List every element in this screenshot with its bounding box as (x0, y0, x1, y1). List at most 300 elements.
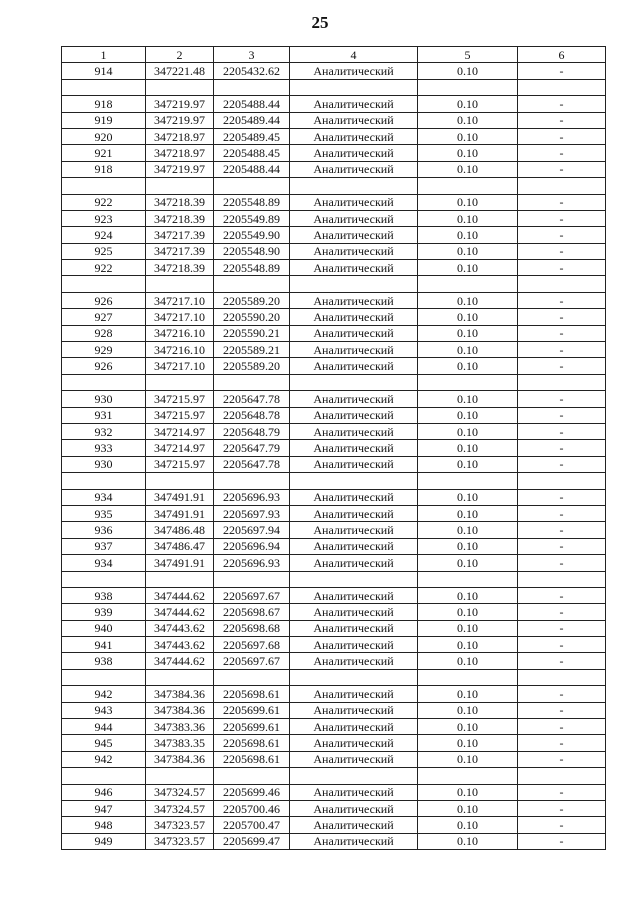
y-coordinate-cell: 2205549.89 (214, 210, 290, 226)
accuracy-cell: 0.10 (418, 637, 518, 653)
x-coordinate-cell: 347217.39 (146, 243, 214, 259)
x-coordinate-cell: 347215.97 (146, 407, 214, 423)
point-number-cell: 918 (62, 161, 146, 177)
y-coordinate-cell: 2205700.47 (214, 817, 290, 833)
table-row (62, 260, 606, 276)
y-coordinate-cell: 2205648.78 (214, 407, 290, 423)
accuracy-cell: 0.10 (418, 63, 518, 79)
x-coordinate-cell (146, 571, 214, 587)
note-cell: - (518, 161, 606, 177)
point-number-cell: 943 (62, 702, 146, 718)
y-coordinate-cell (214, 178, 290, 194)
table-row (62, 145, 606, 161)
table-row (62, 407, 606, 423)
separator-row (62, 473, 606, 489)
point-number-cell: 928 (62, 325, 146, 341)
note-cell: - (518, 620, 606, 636)
method-cell: Аналитический (290, 128, 418, 144)
point-number-cell (62, 374, 146, 390)
note-cell: - (518, 227, 606, 243)
note-cell: - (518, 833, 606, 849)
note-cell (518, 473, 606, 489)
accuracy-cell: 0.10 (418, 194, 518, 210)
method-cell: Аналитический (290, 243, 418, 259)
note-cell: - (518, 407, 606, 423)
accuracy-cell: 0.10 (418, 489, 518, 505)
table-row (62, 735, 606, 751)
method-cell: Аналитический (290, 260, 418, 276)
y-coordinate-cell: 2205549.90 (214, 227, 290, 243)
point-number-cell: 930 (62, 391, 146, 407)
point-number-cell: 922 (62, 194, 146, 210)
point-number-cell: 934 (62, 489, 146, 505)
y-coordinate-cell: 2205488.44 (214, 96, 290, 112)
accuracy-cell: 0.10 (418, 391, 518, 407)
point-number-cell: 929 (62, 342, 146, 358)
table-body (62, 63, 606, 850)
note-cell: - (518, 637, 606, 653)
note-cell: - (518, 719, 606, 735)
x-coordinate-cell: 347324.57 (146, 784, 214, 800)
accuracy-cell: 0.10 (418, 325, 518, 341)
table-row (62, 456, 606, 472)
method-cell: Аналитический (290, 292, 418, 308)
method-cell: Аналитический (290, 161, 418, 177)
note-cell: - (518, 686, 606, 702)
table-row (62, 653, 606, 669)
y-coordinate-cell (214, 571, 290, 587)
x-coordinate-cell: 347444.62 (146, 604, 214, 620)
x-coordinate-cell (146, 669, 214, 685)
point-number-cell: 939 (62, 604, 146, 620)
table-row (62, 686, 606, 702)
y-coordinate-cell: 2205696.93 (214, 555, 290, 571)
accuracy-cell: 0.10 (418, 210, 518, 226)
accuracy-cell: 0.10 (418, 735, 518, 751)
y-coordinate-cell: 2205647.78 (214, 391, 290, 407)
separator-row (62, 669, 606, 685)
x-coordinate-cell (146, 79, 214, 95)
accuracy-cell: 0.10 (418, 702, 518, 718)
table-row (62, 161, 606, 177)
method-cell: Аналитический (290, 505, 418, 521)
method-cell: Аналитический (290, 309, 418, 325)
x-coordinate-cell: 347216.10 (146, 342, 214, 358)
y-coordinate-cell: 2205698.61 (214, 735, 290, 751)
note-cell: - (518, 423, 606, 439)
x-coordinate-cell (146, 768, 214, 784)
table-row (62, 604, 606, 620)
y-coordinate-cell: 2205697.67 (214, 587, 290, 603)
table-row (62, 342, 606, 358)
x-coordinate-cell: 347218.97 (146, 145, 214, 161)
x-coordinate-cell: 347215.97 (146, 456, 214, 472)
point-number-cell: 945 (62, 735, 146, 751)
method-cell: Аналитический (290, 391, 418, 407)
table-row (62, 505, 606, 521)
point-number-cell (62, 276, 146, 292)
accuracy-cell: 0.10 (418, 833, 518, 849)
point-number-cell: 948 (62, 817, 146, 833)
point-number-cell: 932 (62, 423, 146, 439)
x-coordinate-cell: 347218.97 (146, 128, 214, 144)
note-cell: - (518, 817, 606, 833)
method-cell: Аналитический (290, 604, 418, 620)
method-cell: Аналитический (290, 702, 418, 718)
point-number-cell: 930 (62, 456, 146, 472)
x-coordinate-cell (146, 276, 214, 292)
table-row (62, 719, 606, 735)
x-coordinate-cell: 347216.10 (146, 325, 214, 341)
note-cell: - (518, 210, 606, 226)
x-coordinate-cell: 347491.91 (146, 505, 214, 521)
method-cell (290, 276, 418, 292)
accuracy-cell: 0.10 (418, 128, 518, 144)
accuracy-cell: 0.10 (418, 456, 518, 472)
point-number-cell (62, 768, 146, 784)
point-number-cell: 941 (62, 637, 146, 653)
table-row (62, 784, 606, 800)
point-number-cell: 935 (62, 505, 146, 521)
note-cell (518, 79, 606, 95)
method-cell (290, 79, 418, 95)
table-row (62, 522, 606, 538)
table-row (62, 751, 606, 767)
y-coordinate-cell: 2205489.45 (214, 128, 290, 144)
note-cell: - (518, 128, 606, 144)
note-cell: - (518, 800, 606, 816)
note-cell (518, 571, 606, 587)
point-number-cell: 937 (62, 538, 146, 554)
point-number-cell: 946 (62, 784, 146, 800)
method-cell: Аналитический (290, 63, 418, 79)
method-cell: Аналитический (290, 784, 418, 800)
accuracy-cell: 0.10 (418, 112, 518, 128)
x-coordinate-cell: 347491.91 (146, 489, 214, 505)
x-coordinate-cell (146, 473, 214, 489)
y-coordinate-cell: 2205698.61 (214, 686, 290, 702)
y-coordinate-cell: 2205697.94 (214, 522, 290, 538)
column-header-6: 6 (518, 47, 606, 63)
method-cell: Аналитический (290, 833, 418, 849)
x-coordinate-cell: 347444.62 (146, 587, 214, 603)
y-coordinate-cell: 2205488.44 (214, 161, 290, 177)
note-cell: - (518, 456, 606, 472)
note-cell: - (518, 538, 606, 554)
accuracy-cell: 0.10 (418, 522, 518, 538)
note-cell: - (518, 555, 606, 571)
accuracy-cell: 0.10 (418, 423, 518, 439)
note-cell: - (518, 63, 606, 79)
point-number-cell: 914 (62, 63, 146, 79)
accuracy-cell: 0.10 (418, 784, 518, 800)
y-coordinate-cell: 2205698.61 (214, 751, 290, 767)
point-number-cell (62, 178, 146, 194)
accuracy-cell: 0.10 (418, 800, 518, 816)
method-cell: Аналитический (290, 440, 418, 456)
point-number-cell: 919 (62, 112, 146, 128)
x-coordinate-cell: 347221.48 (146, 63, 214, 79)
y-coordinate-cell: 2205589.20 (214, 358, 290, 374)
x-coordinate-cell: 347217.39 (146, 227, 214, 243)
point-number-cell: 920 (62, 128, 146, 144)
method-cell: Аналитический (290, 489, 418, 505)
y-coordinate-cell: 2205647.79 (214, 440, 290, 456)
point-number-cell: 949 (62, 833, 146, 849)
y-coordinate-cell: 2205699.47 (214, 833, 290, 849)
x-coordinate-cell: 347384.36 (146, 751, 214, 767)
y-coordinate-cell (214, 374, 290, 390)
method-cell: Аналитический (290, 538, 418, 554)
accuracy-cell: 0.10 (418, 407, 518, 423)
y-coordinate-cell: 2205697.68 (214, 637, 290, 653)
accuracy-cell: 0.10 (418, 751, 518, 767)
method-cell: Аналитический (290, 145, 418, 161)
accuracy-cell: 0.10 (418, 161, 518, 177)
note-cell: - (518, 489, 606, 505)
accuracy-cell: 0.10 (418, 505, 518, 521)
y-coordinate-cell: 2205698.68 (214, 620, 290, 636)
note-cell: - (518, 112, 606, 128)
x-coordinate-cell: 347214.97 (146, 440, 214, 456)
accuracy-cell: 0.10 (418, 620, 518, 636)
note-cell: - (518, 96, 606, 112)
table-row (62, 194, 606, 210)
separator-row (62, 374, 606, 390)
y-coordinate-cell: 2205548.89 (214, 194, 290, 210)
point-number-cell: 931 (62, 407, 146, 423)
page-number: 25 (311, 13, 329, 32)
note-cell: - (518, 653, 606, 669)
x-coordinate-cell: 347491.91 (146, 555, 214, 571)
y-coordinate-cell: 2205699.46 (214, 784, 290, 800)
y-coordinate-cell (214, 768, 290, 784)
accuracy-cell: 0.10 (418, 260, 518, 276)
point-number-cell: 944 (62, 719, 146, 735)
accuracy-cell (418, 669, 518, 685)
x-coordinate-cell: 347217.10 (146, 292, 214, 308)
table-row (62, 440, 606, 456)
note-cell: - (518, 751, 606, 767)
method-cell: Аналитический (290, 637, 418, 653)
accuracy-cell (418, 276, 518, 292)
y-coordinate-cell: 2205590.21 (214, 325, 290, 341)
x-coordinate-cell: 347444.62 (146, 653, 214, 669)
table-row (62, 555, 606, 571)
x-coordinate-cell (146, 374, 214, 390)
x-coordinate-cell: 347217.10 (146, 309, 214, 325)
column-header-1: 1 (62, 47, 146, 63)
accuracy-cell: 0.10 (418, 145, 518, 161)
x-coordinate-cell: 347443.62 (146, 637, 214, 653)
method-cell: Аналитический (290, 719, 418, 735)
accuracy-cell (418, 473, 518, 489)
point-number-cell: 934 (62, 555, 146, 571)
accuracy-cell: 0.10 (418, 440, 518, 456)
table-row (62, 292, 606, 308)
y-coordinate-cell: 2205698.67 (214, 604, 290, 620)
point-number-cell: 926 (62, 358, 146, 374)
point-number-cell: 923 (62, 210, 146, 226)
table-row (62, 112, 606, 128)
table-row (62, 358, 606, 374)
method-cell: Аналитический (290, 587, 418, 603)
note-cell: - (518, 145, 606, 161)
method-cell: Аналитический (290, 227, 418, 243)
point-number-cell: 938 (62, 653, 146, 669)
x-coordinate-cell: 347214.97 (146, 423, 214, 439)
y-coordinate-cell (214, 276, 290, 292)
table-row (62, 423, 606, 439)
table-row (62, 325, 606, 341)
y-coordinate-cell: 2205647.78 (214, 456, 290, 472)
accuracy-cell: 0.10 (418, 342, 518, 358)
method-cell: Аналитический (290, 751, 418, 767)
table-row (62, 702, 606, 718)
table-row (62, 489, 606, 505)
note-cell: - (518, 702, 606, 718)
table-row (62, 637, 606, 653)
point-number-cell (62, 473, 146, 489)
y-coordinate-cell: 2205699.61 (214, 702, 290, 718)
x-coordinate-cell: 347217.10 (146, 358, 214, 374)
point-number-cell: 918 (62, 96, 146, 112)
method-cell: Аналитический (290, 210, 418, 226)
method-cell (290, 768, 418, 784)
accuracy-cell: 0.10 (418, 96, 518, 112)
y-coordinate-cell: 2205489.44 (214, 112, 290, 128)
accuracy-cell: 0.10 (418, 555, 518, 571)
method-cell: Аналитический (290, 555, 418, 571)
y-coordinate-cell: 2205432.62 (214, 63, 290, 79)
method-cell (290, 669, 418, 685)
note-cell (518, 178, 606, 194)
method-cell: Аналитический (290, 407, 418, 423)
column-header-3: 3 (214, 47, 290, 63)
table-row (62, 128, 606, 144)
table-row (62, 391, 606, 407)
method-cell (290, 473, 418, 489)
separator-row (62, 276, 606, 292)
x-coordinate-cell: 347323.57 (146, 833, 214, 849)
point-number-cell: 921 (62, 145, 146, 161)
accuracy-cell: 0.10 (418, 604, 518, 620)
accuracy-cell: 0.10 (418, 587, 518, 603)
note-cell: - (518, 260, 606, 276)
point-number-cell: 942 (62, 686, 146, 702)
method-cell: Аналитический (290, 620, 418, 636)
y-coordinate-cell: 2205589.20 (214, 292, 290, 308)
method-cell: Аналитический (290, 456, 418, 472)
accuracy-cell: 0.10 (418, 309, 518, 325)
point-number-cell (62, 571, 146, 587)
table-row (62, 210, 606, 226)
method-cell: Аналитический (290, 194, 418, 210)
column-header-4: 4 (290, 47, 418, 63)
accuracy-cell: 0.10 (418, 686, 518, 702)
x-coordinate-cell: 347215.97 (146, 391, 214, 407)
x-coordinate-cell: 347219.97 (146, 161, 214, 177)
accuracy-cell: 0.10 (418, 227, 518, 243)
method-cell: Аналитический (290, 735, 418, 751)
separator-row (62, 79, 606, 95)
accuracy-cell (418, 571, 518, 587)
point-number-cell: 936 (62, 522, 146, 538)
accuracy-cell: 0.10 (418, 653, 518, 669)
method-cell: Аналитический (290, 423, 418, 439)
accuracy-cell: 0.10 (418, 243, 518, 259)
table-row (62, 227, 606, 243)
table-row (62, 800, 606, 816)
x-coordinate-cell: 347383.36 (146, 719, 214, 735)
column-header-2: 2 (146, 47, 214, 63)
x-coordinate-cell: 347486.48 (146, 522, 214, 538)
point-number-cell: 947 (62, 800, 146, 816)
accuracy-cell: 0.10 (418, 292, 518, 308)
y-coordinate-cell: 2205488.45 (214, 145, 290, 161)
note-cell: - (518, 342, 606, 358)
x-coordinate-cell: 347443.62 (146, 620, 214, 636)
note-cell: - (518, 505, 606, 521)
note-cell (518, 374, 606, 390)
table-header-row (62, 47, 606, 63)
accuracy-cell (418, 178, 518, 194)
method-cell: Аналитический (290, 653, 418, 669)
method-cell: Аналитический (290, 686, 418, 702)
y-coordinate-cell: 2205548.90 (214, 243, 290, 259)
point-number-cell (62, 669, 146, 685)
point-number-cell: 933 (62, 440, 146, 456)
accuracy-cell: 0.10 (418, 358, 518, 374)
y-coordinate-cell: 2205699.61 (214, 719, 290, 735)
table-row (62, 620, 606, 636)
y-coordinate-cell: 2205697.93 (214, 505, 290, 521)
note-cell: - (518, 391, 606, 407)
note-cell: - (518, 292, 606, 308)
method-cell: Аналитический (290, 112, 418, 128)
table-row (62, 243, 606, 259)
method-cell (290, 178, 418, 194)
y-coordinate-cell (214, 669, 290, 685)
accuracy-cell: 0.10 (418, 538, 518, 554)
table-row (62, 63, 606, 79)
note-cell: - (518, 243, 606, 259)
y-coordinate-cell: 2205700.46 (214, 800, 290, 816)
note-cell: - (518, 587, 606, 603)
x-coordinate-cell: 347219.97 (146, 96, 214, 112)
note-cell: - (518, 358, 606, 374)
method-cell: Аналитический (290, 800, 418, 816)
separator-row (62, 768, 606, 784)
separator-row (62, 178, 606, 194)
table-row (62, 833, 606, 849)
x-coordinate-cell: 347323.57 (146, 817, 214, 833)
accuracy-cell (418, 374, 518, 390)
point-number-cell: 924 (62, 227, 146, 243)
note-cell: - (518, 735, 606, 751)
y-coordinate-cell: 2205590.20 (214, 309, 290, 325)
x-coordinate-cell: 347218.39 (146, 210, 214, 226)
y-coordinate-cell: 2205548.89 (214, 260, 290, 276)
table-row (62, 817, 606, 833)
method-cell: Аналитический (290, 817, 418, 833)
accuracy-cell (418, 79, 518, 95)
note-cell: - (518, 194, 606, 210)
x-coordinate-cell (146, 178, 214, 194)
column-header-5: 5 (418, 47, 518, 63)
method-cell: Аналитический (290, 342, 418, 358)
note-cell: - (518, 440, 606, 456)
